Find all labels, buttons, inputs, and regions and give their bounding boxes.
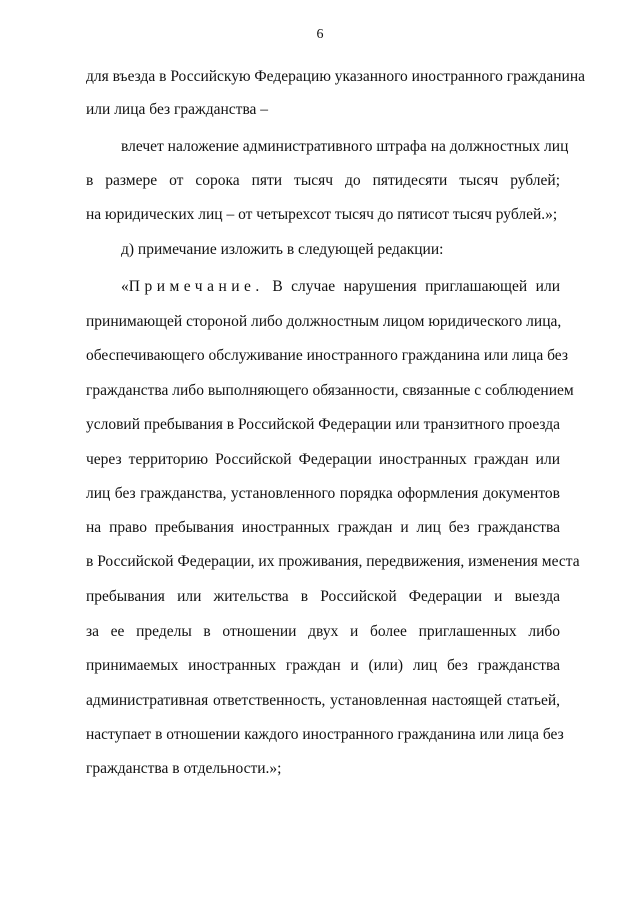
note-text: В случае нарушения приглашающей или (272, 278, 560, 295)
text-line: лиц без гражданства, установленного порядка оформления документов (86, 485, 560, 502)
note-heading-line (121, 277, 560, 297)
text-line: административная ответственность, установленная настоящей статьей, (86, 692, 560, 709)
note-label: Примечание. (128, 278, 264, 295)
text-line: обеспечивающего обслуживание иностранного гражданина или лица без (86, 347, 568, 364)
text-line: через территорию Российской Федерации иностранных граждан или (86, 451, 560, 468)
text-line: в размере от сорока пяти тысяч до пятидесяти тысяч рублей; (86, 172, 560, 189)
text-line: на юридических лиц – от четырехсот тысяч до пятисот тысяч рублей.»; (86, 206, 558, 223)
text-line: принимаемых иностранных граждан и (или) лиц без гражданства (86, 657, 560, 674)
text-line: гражданства в отдельности.»; (86, 760, 282, 777)
text-line: за ее пределы в отношении двух и более приглашенных либо (86, 623, 560, 640)
text-line: гражданства либо выполняющего обязанности, связанные с соблюдением (86, 382, 574, 399)
text-line: на право пребывания иностранных граждан и лиц без гражданства (86, 519, 560, 536)
page-number: 6 (316, 27, 324, 42)
note-prefix: « (121, 278, 129, 295)
text-line: д) примечание изложить в следующей редакции: (121, 241, 444, 258)
text-line: или лица без гражданства – (86, 101, 269, 118)
text-line: условий пребывания в Российской Федерации или транзитного проезда (86, 416, 560, 433)
text-line: наступает в отношении каждого иностранного гражданина или лица без (86, 726, 564, 743)
text-line: для въезда в Российскую Федерацию указанного иностранного гражданина (86, 68, 586, 85)
text-line: принимающей стороной либо должностным лицом юридического лица, (86, 313, 562, 330)
text-line: в Российской Федерации, их проживания, передвижения, изменения места (86, 553, 580, 570)
text-line: пребывания или жительства в Российской Федерации и выезда (86, 588, 560, 605)
text-line: влечет наложение административного штрафа на должностных лиц (121, 138, 569, 155)
